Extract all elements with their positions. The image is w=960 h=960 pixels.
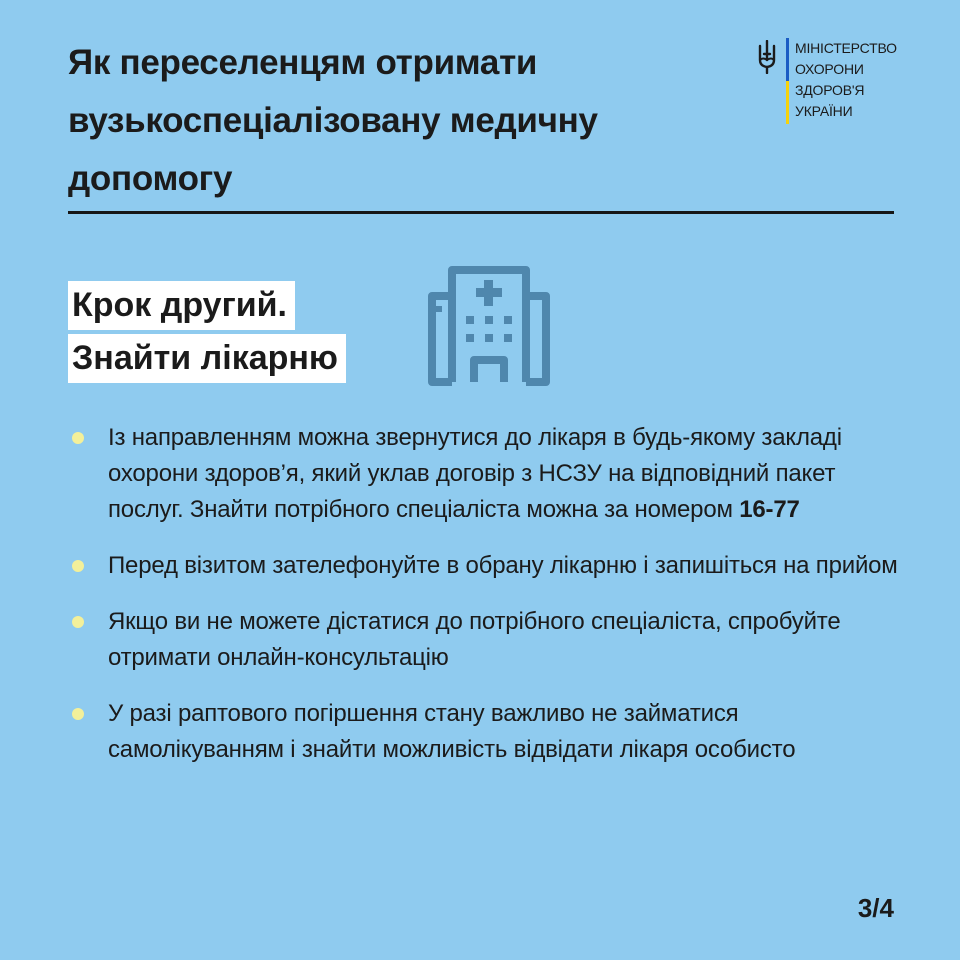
list-item [68, 548, 908, 584]
divider [68, 211, 894, 214]
step-heading [68, 281, 346, 387]
step-heading-line2: Знайти лікарню [68, 334, 346, 383]
ministry-name-line: УКРАЇНИ [795, 103, 853, 119]
bullet-icon [72, 708, 84, 720]
list-item [68, 604, 908, 676]
list-item-text: У разі раптового погіршення стану важливо не займатися самолікуванням і знайти можливість відвідати лікаря особисто [108, 700, 796, 763]
list-item-text: Із направленням можна звернутися до лікаря в будь-якому закладі охорони здоров’я, який уклав договір з НСЗУ на відповідний пакет послуг. Знайти потрібного спеціаліста можна за номером [108, 424, 842, 523]
phone-number: 16-77 [739, 496, 800, 523]
list-item-text: Якщо ви не можете дістатися до потрібного спеціаліста, спробуйте отримати онлайн-консультацію [108, 608, 841, 671]
ministry-logo [756, 38, 897, 128]
ministry-name [795, 38, 897, 122]
page-title: Як переселенцям отримати вузькоспеціалізовану медичну допомогу [68, 43, 598, 198]
bullet-icon [72, 560, 84, 572]
hospital-icon [426, 262, 552, 386]
ministry-name-line: ЗДОРОВ'Я [795, 82, 865, 98]
list-item [68, 420, 908, 528]
step-heading-line1: Крок другий. [68, 281, 295, 330]
info-list [68, 420, 908, 788]
ministry-name-line: ОХОРОНИ [795, 61, 864, 77]
flag-bar [786, 38, 789, 124]
page-number: 3/4 [857, 893, 894, 923]
bullet-icon [72, 432, 84, 444]
ministry-name-line: МІНІСТЕРСТВО [795, 40, 897, 56]
list-item-text: Перед візитом зателефонуйте в обрану лікарню і запишіться на прийом [108, 552, 898, 579]
list-item [68, 696, 908, 768]
trident-icon [756, 40, 778, 74]
bullet-icon [72, 616, 84, 628]
